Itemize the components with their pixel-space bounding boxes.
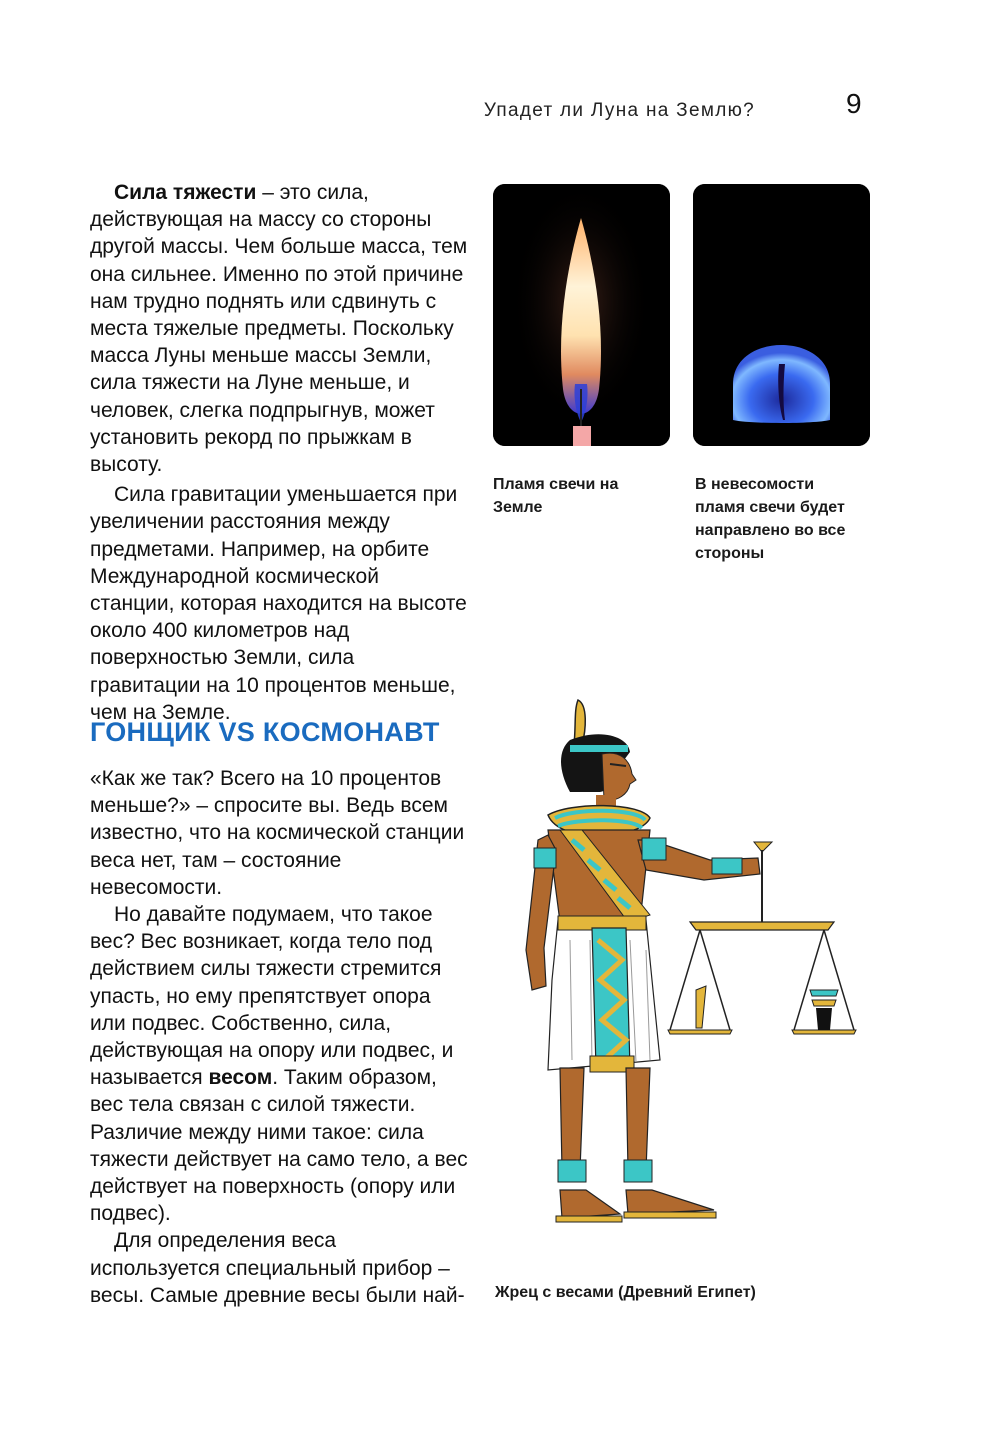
section-paragraph-2 xyxy=(90,901,468,1227)
earth-flame-caption: Пламя свечи на Земле xyxy=(493,476,619,516)
term-weight: весом xyxy=(208,1066,273,1090)
section-title: ГОНЩИК VS КОСМОНАВТ xyxy=(90,717,440,747)
intro-text xyxy=(90,179,468,726)
egyptian-priest-with-scales xyxy=(500,690,870,1230)
earth-flame-photo xyxy=(493,184,670,446)
intro-paragraph-2: Сила гравитации уменьшается при увеличении расстояния между предметами. Например, на орбите Международной космической станции, которая находится на высоте около 400 километров над поверхностью Земли, сила гравитации на 10 процентов меньше, чем на Земле. xyxy=(90,483,467,724)
priest-illustration xyxy=(500,690,870,1230)
intro-p1-text: – это сила, действующая на массу со стороны другой массы. Чем больше масса, тем она сильнее. Именно по этой причине нам трудно поднять или сдвинуть с места тяжелые предметы. Поскольку масса Луны меньше массы Земли, сила тяжести на Луне меньше, и человек, слегка подпрыгнув, может установить рекорд по прыжкам в высоту. xyxy=(90,181,468,477)
section-paragraph-1: «Как же так? Всего на 10 процентов меньше?» – спросите вы. Ведь всем известно, что на космической станции веса нет, там – состояние невесомости. xyxy=(90,767,465,899)
zero-g-flame-caption: В невесомости пламя свечи будет направлено во все стороны xyxy=(695,476,846,562)
section-p2-before: Но давайте подумаем, что такое вес? Вес возникает, когда тело под действием силы тяжести стремится упасть, но ему препятствует опора или подвес. Собственно, сила, действующая на опору или подвес, и называется xyxy=(90,903,454,1090)
intro-paragraph-1 xyxy=(90,179,468,478)
page-number: 9 xyxy=(846,88,862,119)
section-p2-after: . Таким образом, вес тела связан с силой тяжести. Различие между ними такое: сила тяжести действует на само тело, а вес действует на поверхность (опору или подвес). xyxy=(90,1066,468,1226)
term-gravity: Сила тяжести xyxy=(114,181,257,204)
section-text xyxy=(90,765,468,1309)
running-head: Упадет ли Луна на Землю? xyxy=(483,100,755,121)
blue-flame-image xyxy=(693,184,870,446)
priest-caption: Жрец с весами (Древний Египет) xyxy=(495,1284,756,1301)
zero-g-flame-photo xyxy=(693,184,870,446)
candle-flame-image xyxy=(493,184,670,446)
section-paragraph-3: Для определения веса используется специальный прибор – весы. Самые древние весы были най- xyxy=(90,1229,465,1307)
